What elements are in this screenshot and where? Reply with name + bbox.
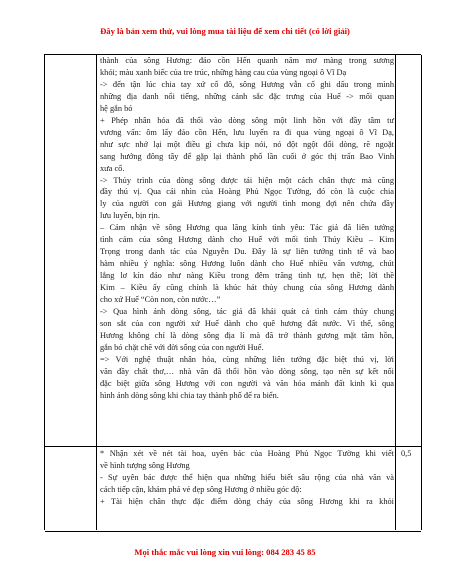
text-line: như sực nhớ lại một điều gì chưa kịp nói, nó đột ngột đổi dòng, rẽ ngoặt bbox=[100, 139, 394, 149]
row-1-content-cell bbox=[100, 55, 394, 402]
text-line: – Cảm nhận về sông Hương qua lăng kính tình yêu: Tác giả đã liên tưởng bbox=[100, 223, 394, 233]
text-line: -> đến tận lúc chia tay xứ cố đô, sông Hương vẫn cố ghi dấu trong mình bbox=[100, 79, 394, 89]
text-line: son sắt của con người xứ Huế dành cho quê hương đất nước. Vì thế, sông bbox=[100, 318, 394, 328]
table-bottom-border bbox=[45, 531, 421, 532]
text-line: cho xứ Huế “Còn non, còn nước…” bbox=[100, 295, 221, 305]
text-line: đầy thú vị. Qua cái nhìn của Hoàng Phủ Ngọc Tường, đó còn là cuộc chia bbox=[100, 187, 394, 197]
text-line: Hương không chỉ là dòng sông địa lí mà đã trở thành gương mặt tâm hồn, bbox=[100, 330, 394, 340]
text-line: -> Qua hình ảnh dòng sông, tác giả đã khái quát cả tình cảm thủy chung bbox=[100, 307, 394, 317]
text-line: + Tài hiện chân thực đặc điểm dòng chảy của sông Hương khi ra khỏi bbox=[100, 496, 394, 506]
text-line: - Sự uyên bác được thể hiện qua những hiểu biết sâu rộng của nhà văn và bbox=[100, 472, 394, 482]
preview-notice-banner: Đây là bản xem thử, vui lòng mua tài liệu để xem chi tiết (có lời giải) bbox=[100, 26, 350, 36]
text-line: vương vấn: ôm lấy đảo cồn Hến, lưu luyến ra đi qua vùng ngoại ô Vĩ Dạ, bbox=[100, 127, 394, 137]
text-line: lắng lơ kín đáo như nàng Kiều trong đêm trăng tình tự, hẹn thề; lời thề bbox=[100, 271, 394, 281]
text-line: * Nhận xét về nét tài hoa, uyên bác của Hoàng Phủ Ngọc Tường khi viết bbox=[100, 449, 394, 458]
column-divider bbox=[96, 55, 97, 530]
column-divider bbox=[395, 55, 396, 530]
text-line: lưu luyến, bịn rịn. bbox=[100, 211, 160, 221]
answer-table bbox=[44, 54, 421, 530]
text-line: hàm nhiều ý nghĩa: sông Hương luôn dành cho Huế nhiều vấn vương, chút bbox=[100, 259, 394, 269]
contact-footer-banner: Mọi thắc mắc vui lòng xin vui lòng: 084 283 45 85 bbox=[134, 547, 316, 557]
row-divider bbox=[45, 446, 421, 447]
row-2-score: 0,5 bbox=[401, 449, 412, 458]
text-line: Kim – Kiều ấy cũng chính là khúc hát thủy chung của sông Hương dành bbox=[100, 283, 394, 293]
text-line: hình ảnh dòng sông khi chia tay thành phố để ra biển. bbox=[100, 390, 279, 400]
text-line: ly của người con gái Hương giang với người tình mong đợi nên chứa đầy bbox=[100, 199, 394, 209]
text-line: đặc biệt giữa sông Hương với con người và văn hóa mảnh đất kinh kì qua bbox=[100, 378, 394, 388]
text-line: khói; màu xanh biếc của tre trúc, những hàng cau của vùng ngoại ô Vĩ Dạ bbox=[100, 67, 347, 77]
text-line: -> Thủy trình của dòng sông được tái hiện một cách chân thực mà cũng bbox=[100, 175, 394, 185]
text-line: về hình tượng sông Hương bbox=[100, 460, 190, 470]
text-line: văn đầy chất thơ,… nhà văn đã thổi hồn vào dòng sông, tạo nên sự kết nối bbox=[100, 366, 394, 376]
text-line: cách tiếp cận, khám phá vẻ đẹp sông Hương ở nhiều góc độ: bbox=[100, 484, 302, 494]
table-right-border bbox=[421, 55, 422, 530]
text-line: những địa danh nổi tiếng, những cảnh sắc đặc trưng của Huế -> mối quan bbox=[100, 91, 394, 101]
text-line: Trọng trong danh tác của Nguyễn Du. Đây là sự liên tưởng tinh tế và bao bbox=[100, 247, 394, 257]
text-line: xưa cổ. bbox=[100, 163, 125, 173]
text-line: thành của sông Hương: đảo cồn Hến quanh năm mơ màng trong sương bbox=[100, 56, 394, 65]
text-line: + Phép nhân hóa đã thổi vào dòng sông một linh hồn với đầy tâm tư bbox=[100, 115, 394, 125]
text-line: sang hướng đông tây để gặp lại thành phố lần cuối ở góc thị trấn Bao Vinh bbox=[100, 151, 394, 161]
row-2-content-cell bbox=[100, 448, 394, 508]
text-line: gắn bó chặt chẽ với đời sống của con người Huế. bbox=[100, 342, 264, 352]
text-line: tình cảm của sông Hương dành cho Huế với mối tình Thúy Kiều – Kim bbox=[100, 235, 394, 245]
text-line: => Với nghệ thuật nhân hóa, cùng những liên tưởng đặc biệt thú vị, lời bbox=[100, 354, 394, 364]
text-line: hệ gắn bó bbox=[100, 103, 133, 113]
